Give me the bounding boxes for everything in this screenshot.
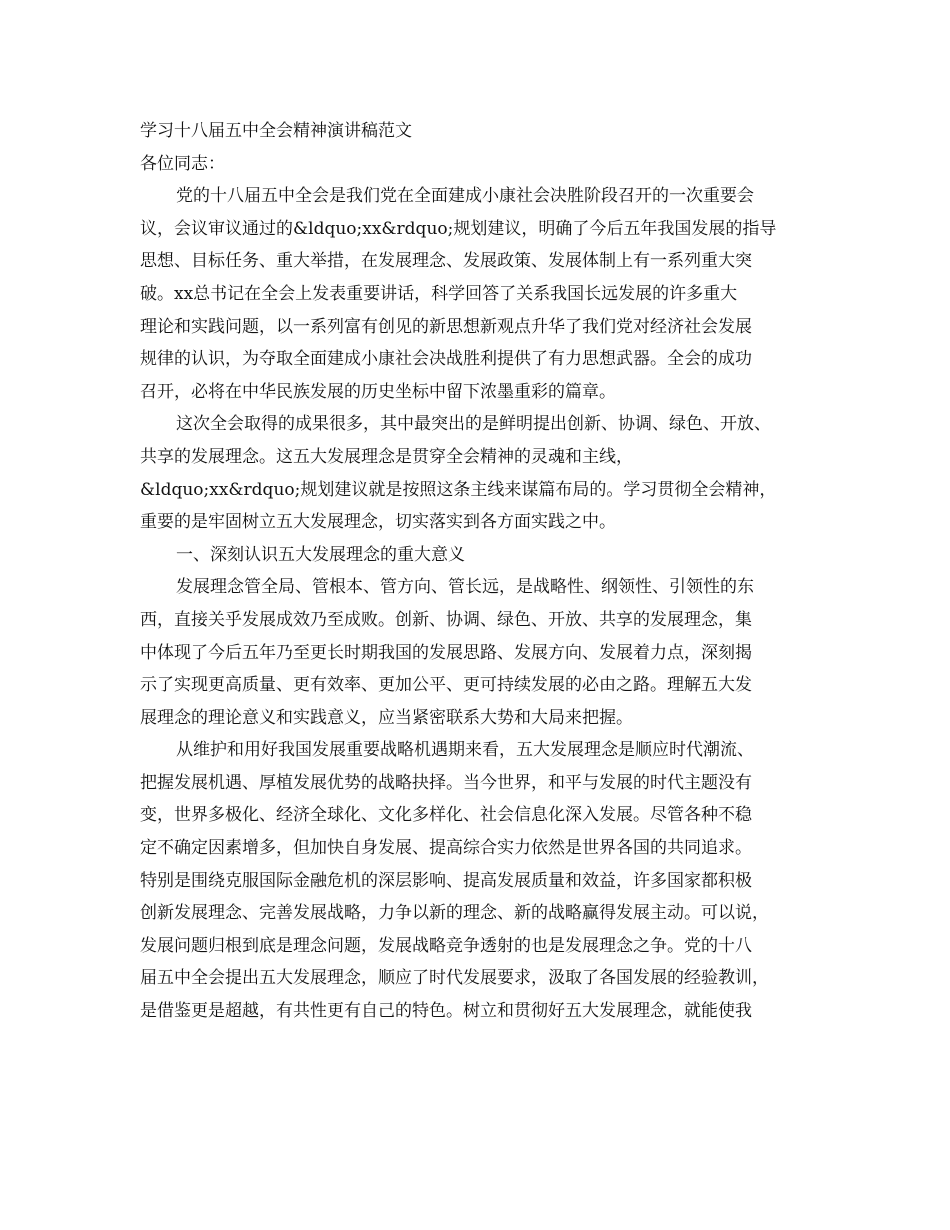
paragraph-3-line: 展理念的理论意义和实践意义，应当紧密联系大势和大局来把握。 xyxy=(140,707,633,728)
section-heading: 一、深刻认识五大发展理念的重大意义 xyxy=(176,544,465,565)
paragraph-2-line: 重要的是牢固树立五大发展理念，切实落实到各方面实践之中。 xyxy=(140,512,616,533)
paragraph-3-line: 示了实现更高质量、更有效率、更加公平、更可持续发展的必由之路。理解五大发 xyxy=(140,675,752,696)
paragraph-1-line: 破。xx总书记在全会上发表重要讲话，科学回答了关系我国长远发展的许多重大 xyxy=(140,283,738,304)
paragraph-3-line: 发展理念管全局、管根本、管方向、管长远，是战略性、纲领性、引领性的东 xyxy=(176,577,754,598)
salutation: 各位同志： xyxy=(140,153,225,174)
paragraph-4-line: 特别是围绕克服国际金融危机的深层影响、提高发展质量和效益，许多国家都积极 xyxy=(140,870,752,891)
paragraph-2-line: 共享的发展理念。这五大发展理念是贯穿全会精神的灵魂和主线， xyxy=(140,446,633,467)
paragraph-4-line: 从维护和用好我国发展重要战略机遇期来看，五大发展理念是顺应时代潮流、 xyxy=(176,740,754,761)
document-title: 学习十八届五中全会精神演讲稿范文 xyxy=(140,121,412,141)
paragraph-1-line: 思想、目标任务、重大举措，在发展理念、发展政策、发展体制上有一系列重大突 xyxy=(140,251,752,272)
paragraph-1-line: 党的十八届五中全会是我们党在全面建成小康社会决胜阶段召开的一次重要会 xyxy=(176,186,754,207)
document-page xyxy=(140,113,822,1028)
paragraph-1-line: 理论和实践问题，以一系列富有创见的新思想新观点升华了我们党对经济社会发展 xyxy=(140,316,752,337)
paragraph-4-line: 是借鉴更是超越，有共性更有自己的特色。树立和贯彻好五大发展理念，就能使我 xyxy=(140,1001,752,1022)
paragraph-1-line: 召开，必将在中华民族发展的历史坐标中留下浓墨重彩的篇章。 xyxy=(140,381,616,402)
paragraph-2-line: 这次全会取得的成果很多，其中最突出的是鲜明提出创新、协调、绿色、开放、 xyxy=(176,414,771,435)
paragraph-1-line: 议，会议审议通过的&ldquo;xx&rdquo;规划建议，明确了今后五年我国发展的指导 xyxy=(140,218,777,239)
paragraph-4-line: 变，世界多极化、经济全球化、文化多样化、社会信息化深入发展。尽管各种不稳 xyxy=(140,805,752,826)
paragraph-4-line: 届五中全会提出五大发展理念，顺应了时代发展要求，汲取了各国发展的经验教训， xyxy=(140,968,769,989)
paragraph-4-line: 发展问题归根到底是理念问题，发展战略竞争透射的也是发展理念之争。党的十八 xyxy=(140,935,752,956)
paragraph-2-line: &ldquo;xx&rdquo;规划建议就是按照这条主线来谋篇布局的。学习贯彻全会精神， xyxy=(140,479,777,500)
paragraph-3-line: 西，直接关乎发展成效乃至成败。创新、协调、绿色、开放、共享的发展理念，集 xyxy=(140,609,752,630)
paragraph-4-line: 创新发展理念、完善发展战略，力争以新的理念、新的战略赢得发展主动。可以说， xyxy=(140,903,769,924)
paragraph-4-line: 定不确定因素增多，但加快自身发展、提高综合实力依然是世界各国的共同追求。 xyxy=(140,838,752,859)
paragraph-3-line: 中体现了今后五年乃至更长时期我国的发展思路、发展方向、发展着力点，深刻揭 xyxy=(140,642,752,663)
paragraph-4-line: 把握发展机遇、厚植发展优势的战略抉择。当今世界，和平与发展的时代主题没有 xyxy=(140,772,752,793)
paragraph-1-line: 规律的认识，为夺取全面建成小康社会决战胜利提供了有力思想武器。全会的成功 xyxy=(140,349,752,370)
